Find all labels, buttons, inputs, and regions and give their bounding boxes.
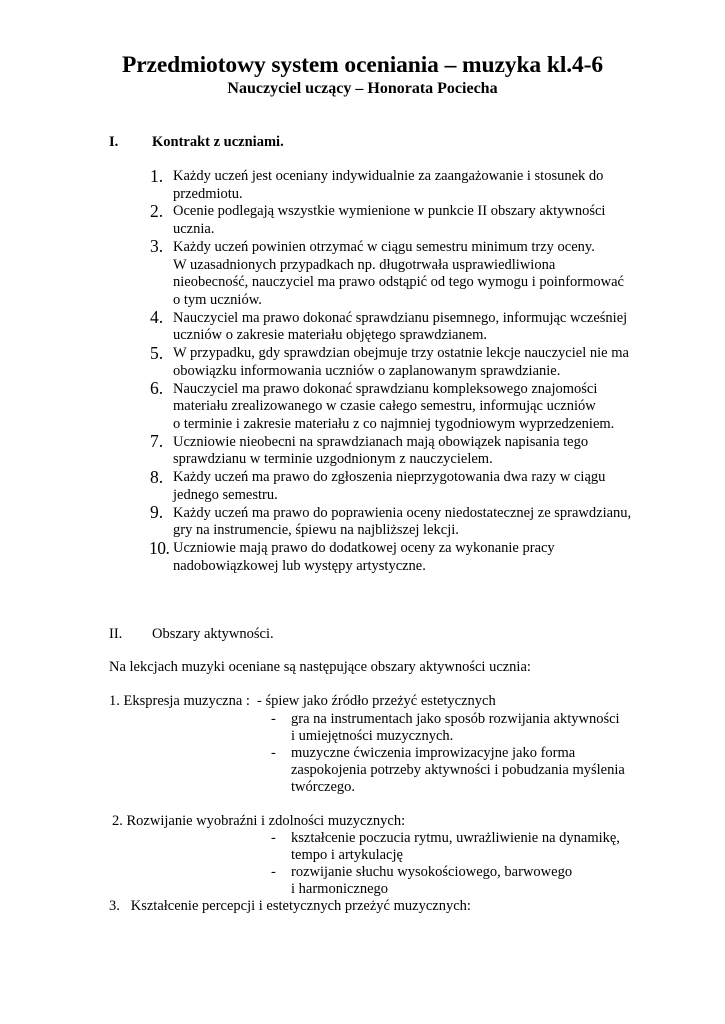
dash-bullet: - [271,864,276,880]
list-item-line: nadobowiązkowej lub występy artystyczne. [173,557,426,574]
area-1-item-3-line: zaspokojenia potrzeby aktywności i pobudzania myślenia [291,762,625,778]
list-item-number: 1. [150,165,164,186]
list-item-line: gry na instrumencie, śpiewu na najbliższej lekcji. [173,522,459,539]
list-item-line: Każdy uczeń powinien otrzymać w ciągu semestru minimum trzy oceny. [173,238,595,255]
list-item-line: o tym uczniów. [173,291,262,308]
list-item [150,378,650,434]
list-item-line: uczniów o zakresie materiału objętego sprawdzianem. [173,327,488,344]
list-item-line: o terminie i zakresie materiału z co najmniej tygodniowym wyprzedzeniem. [173,415,615,432]
area-2-item-2-line: rozwijanie słuchu wysokościowego, barwowego [291,864,573,880]
list-item-number: 10. [149,537,170,558]
list-item-line: nieobecność, nauczyciel ma prawo odstąpić od tego wymogu i poinformować [173,274,624,291]
area-1-item-1: - śpiew jako źródło przeżyć estetycznych [257,693,496,709]
section-1-title: Kontrakt z uczniami. [152,134,284,150]
dash-bullet: - [271,830,276,846]
dash-bullet: - [271,745,276,761]
area-1-item-2-line: gra na instrumentach jako sposób rozwijania aktywności [291,711,620,727]
section-2-number: II. [109,626,123,642]
list-item-line: obowiązku informowania uczniów o zaplanowanym sprawdzianie. [173,362,561,379]
list-item [150,466,650,504]
list-item-number: 9. [150,502,164,523]
list-item-line: Uczniowie nieobecni na sprawdzianach mają obowiązek napisania tego [173,433,589,450]
area-1-label: 1. Ekspresja muzyczna : [109,693,250,709]
list-item-line: jednego semestru. [173,486,278,503]
section-2-intro: Na lekcjach muzyki oceniane są następujące obszary aktywności ucznia: [109,659,531,675]
list-item-line: materiału zrealizowanego w czasie całego semestru, informując uczniów [173,398,596,415]
area-1-item-3-line: twórczego. [291,779,356,795]
list-item-number: 6. [150,378,164,399]
area-1-item-3-line: muzyczne ćwiczenia improwizacyjne jako forma [291,745,576,761]
list-item-line: Każdy uczeń ma prawo do poprawienia oceny niedostatecznej ze sprawdzianu, [173,504,632,521]
section-2-title: Obszary aktywności. [152,626,274,642]
list-item-line: W uzasadnionych przypadkach np. długotrwała usprawiedliwiona [173,256,556,273]
document-title: Przedmiotowy system oceniania – muzyka kl.4-6 [121,52,604,78]
list-item [150,431,650,469]
list-item [150,502,650,540]
list-item-line: ucznia. [173,221,215,238]
list-item-line: Każdy uczeń jest oceniany indywidualnie za zaangażowanie i stosunek do [173,168,604,184]
list-item [150,342,650,380]
list-item-line: Nauczyciel ma prawo dokonać sprawdzianu kompleksowego znajomości [173,380,598,397]
list-item-line: Ocenie podlegają wszystkie wymienione w punkcie II obszary aktywności [173,203,606,220]
list-item-number: 3. [150,236,164,257]
list-item-number: 7. [150,431,164,452]
area-3-label: 3. Kształcenie percepcji i estetycznych przeżyć muzycznych: [109,898,471,914]
area-2-item-1-line: tempo i artykulację [291,847,403,863]
area-1-item-2-line: i umiejętności muzycznych. [291,728,454,744]
list-item [150,200,650,238]
list-item-line: Każdy uczeń ma prawo do zgłoszenia nieprzygotowania dwa razy w ciągu [173,469,606,486]
area-2-item-2-line: i harmonicznego [291,881,389,897]
list-item-line: Nauczyciel ma prawo dokonać sprawdzianu pisemnego, informując wcześniej [173,309,628,326]
list-item-line: W przypadku, gdy sprawdzian obejmuje trzy ostatnie lekcje nauczyciel nie ma [173,345,629,362]
document-subtitle: Nauczyciel uczący – Honorata Pociecha [227,80,498,97]
area-2-label: 2. Rozwijanie wyobraźni i zdolności muzycznych: [112,813,406,829]
section-1-number: I. [109,134,119,150]
list-item-line: przedmiotu. [173,185,243,202]
list-item [150,165,650,203]
list-item [150,236,650,309]
list-item-number: 8. [150,466,164,487]
list-item [149,537,650,575]
list-item-number: 5. [150,342,164,363]
list-item-line: Uczniowie mają prawo do dodatkowej oceny za wykonanie pracy [173,540,555,557]
area-2-item-1-line: kształcenie poczucia rytmu, uwrażliwienie na dynamikę, [291,830,620,846]
list-item-number: 4. [150,307,164,328]
dash-bullet: - [271,711,276,727]
list-item-line: sprawdzianu w terminie uzgodnionym z nauczycielem. [173,451,493,468]
contract-rules-list [149,165,650,576]
list-item-number: 2. [150,200,164,221]
list-item [150,307,650,345]
